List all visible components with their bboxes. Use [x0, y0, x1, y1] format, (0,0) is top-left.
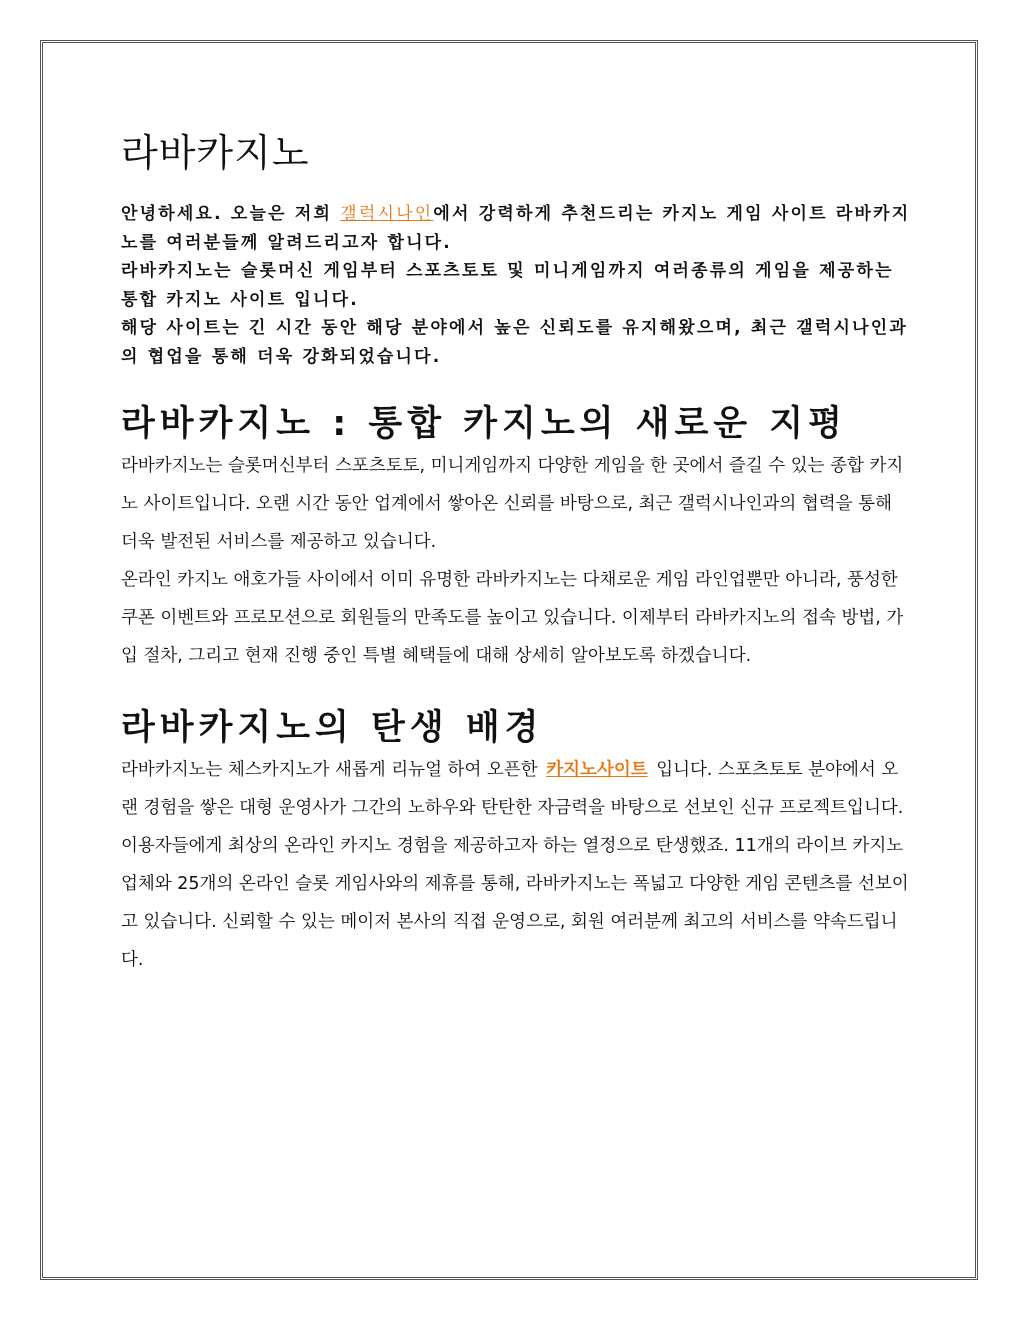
document-title: 라바카지노 — [121, 131, 310, 175]
intro-paragraph-2: 라바카지노는 슬롯머신 게임부터 스포츠토토 및 미니게임까지 여러종류의 게임을 제공하는 통합 카지노 사이트 입니다. — [121, 261, 894, 310]
section-2-text-after-link: 입니다. 스포츠토토 분야에서 오랜 경험을 쌓은 대형 운영사가 그간의 노하우와 탄탄한 자금력을 바탕으로 선보인 신규 프로젝트입니다. 이용자들에게 최상의 온라인 카지노 경험을 제공하고자 하는 열정으로 탄생했죠. 11개의 라이브 카지노 업체와 25개의 온라인 슬롯 게임사와의 제휴를 통해, 라바카지노는 폭넓고 다양한 게임 콘텐츠를 선보이고 있습니다. 신뢰할 수 있는 메이저 본사의 직접 운영으로, 회원 여러분께 최고의 서비스를 약속드립니다. — [121, 760, 909, 970]
intro-paragraph-1 — [121, 200, 911, 257]
section-2-paragraph-1 — [121, 751, 911, 979]
document-content — [121, 128, 911, 979]
section-heading-integrated-casino: 라바카지노 : 통합 카지노의 새로운 지평 — [121, 404, 847, 444]
section-1-paragraph-2: 온라인 카지노 애호가들 사이에서 이미 유명한 라바카지노는 다채로운 게임 라인업뿐만 아니라, 풍성한 쿠폰 이벤트와 프로모션으로 회원들의 만족도를 높이고 있습니다. 이제부터 라바카지노의 접속 방법, 가입 절차, 그리고 현재 진행 중인 특별 혜택들에 대해 상세히 알아보도록 하겠습니다. — [121, 570, 904, 666]
section-heading-origin: 라바카지노의 탄생 배경 — [121, 708, 544, 748]
section-1-body — [121, 447, 911, 675]
intro-block — [121, 200, 911, 371]
section-2-text-before-link: 라바카지노는 체스카지노가 새롭게 리뉴얼 하여 오픈한 — [121, 760, 544, 780]
casino-site-link[interactable]: 카지노사이트 — [546, 760, 648, 780]
section-1-paragraph-1: 라바카지노는 슬롯머신부터 스포츠토토, 미니게임까지 다양한 게임을 한 곳에서 즐길 수 있는 종합 카지노 사이트입니다. 오랜 시간 동안 업계에서 쌓아온 신뢰를 바탕으로, 최근 갤럭시나인과의 협력을 통해 더욱 발전된 서비스를 제공하고 있습니다. — [121, 456, 904, 552]
galaxy-nine-link[interactable]: 갤럭시나인 — [340, 204, 434, 224]
intro-text-before-link: 안녕하세요. 오늘은 저희 — [121, 204, 341, 224]
intro-paragraph-3: 해당 사이트는 긴 시간 동안 해당 분야에서 높은 신뢰도를 유지해왔으며, 최근 갤럭시나인과의 협업을 통해 더욱 강화되었습니다. — [121, 318, 908, 367]
intro-text-after-link: 에서 강력하게 추천드리는 카지노 게임 사이트 라바카지노를 여러분들께 알려드리고자 합니다. — [121, 204, 911, 253]
section-2-body — [121, 751, 911, 979]
